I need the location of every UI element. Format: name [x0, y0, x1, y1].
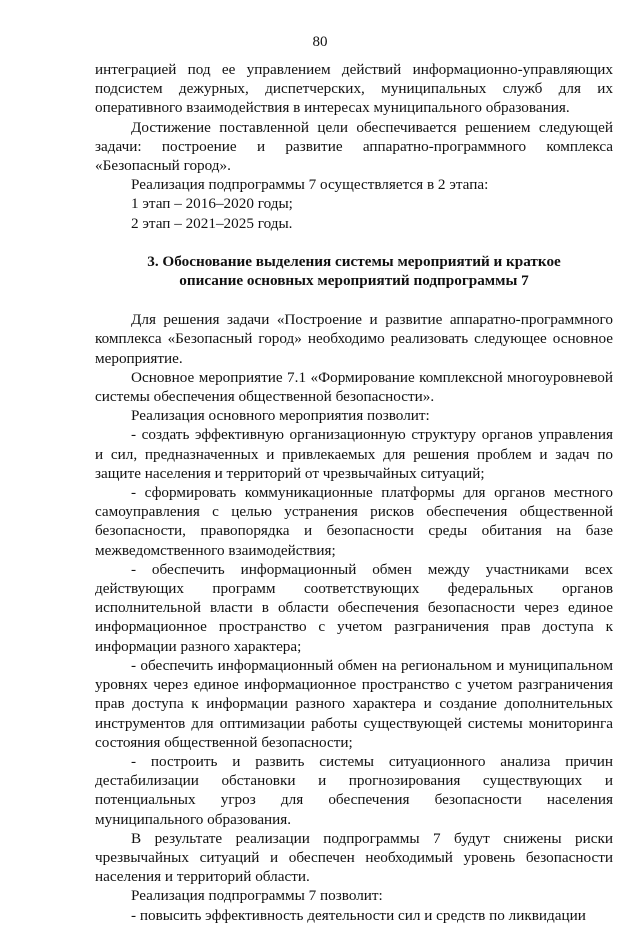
paragraph: Для решения задачи «Построение и развитие аппаратно-программного комплекса «Безопасный город» необходимо реализовать следующее основное мероприятие. — [95, 311, 613, 367]
document-body — [95, 60, 613, 925]
paragraph: - создать эффективную организационную структуру органов управления и сил, предназначенных и привлекаемых для решения проблем и задач по защите населения и территорий от чрезвычайных ситуаций; — [95, 426, 613, 482]
paragraph: 1 этап – 2016–2020 годы; — [131, 195, 293, 213]
paragraph: 2 этап – 2021–2025 годы. — [131, 214, 293, 232]
paragraph: - сформировать коммуникационные платформы для органов местного самоуправления с целью устранения рисков обеспечения общественной безопасности, правопорядка и безопасности среды обитания на базе межведомственного взаимодействия; — [95, 484, 613, 559]
paragraph: - обеспечить информационный обмен на региональном и муниципальном уровнях через единое информационное пространство с учетом разграничения прав доступа к информации разного характера и создание дополнительных инструментов для оптимизации работы существующей системы мониторинга состояния общественной безопасности; — [95, 656, 613, 751]
paragraph: - построить и развить системы ситуационного анализа причин дестабилизации обстановки и прогнозирования существующих и потенциальных угроз для обеспечения безопасности населения муниципального образования. — [95, 752, 613, 828]
paragraph: Основное мероприятие 7.1 «Формирование комплексной многоуровневой системы обеспечения общественной безопасности». — [95, 368, 613, 406]
paragraph: Реализация подпрограммы 7 позволит: — [131, 887, 383, 905]
intro-paragraphs — [95, 60, 613, 233]
section-heading — [95, 252, 613, 290]
paragraph: Достижение поставленной цели обеспечивается решением следующей задачи: построение и развитие аппаратно-программного комплекса «Безопасный город». — [95, 118, 613, 175]
section-heading-line-2: описание основных мероприятий подпрограммы 7 — [179, 272, 529, 290]
section-paragraphs — [95, 310, 613, 925]
paragraph: - повысить эффективность деятельности сил и средств по ликвидации — [131, 906, 586, 924]
page-number: 80 — [312, 34, 328, 50]
paragraph: Реализация основного мероприятия позволит: — [131, 407, 430, 425]
paragraph: интеграцией под ее управлением действий информационно-управляющих подсистем дежурных, диспетчерских, муниципальных служб для их оперативного взаимодействия в интересах муниципального образования. — [95, 61, 613, 117]
paragraph: Реализация подпрограммы 7 осуществляется в 2 этапа: — [131, 176, 489, 194]
section-heading-line-1: 3. Обоснование выделения системы мероприятий и краткое — [147, 252, 561, 270]
paragraph: В результате реализации подпрограммы 7 будут снижены риски чрезвычайных ситуаций и обеспечен необходимый уровень безопасности населения и территорий области. — [95, 829, 613, 886]
paragraph: - обеспечить информационный обмен между участниками всех действующих программ соответствующих федеральных органов исполнительной власти в области обеспечения безопасности через единое информационное пространство с учетом разграничения прав доступа к информации разного характера; — [95, 560, 613, 655]
